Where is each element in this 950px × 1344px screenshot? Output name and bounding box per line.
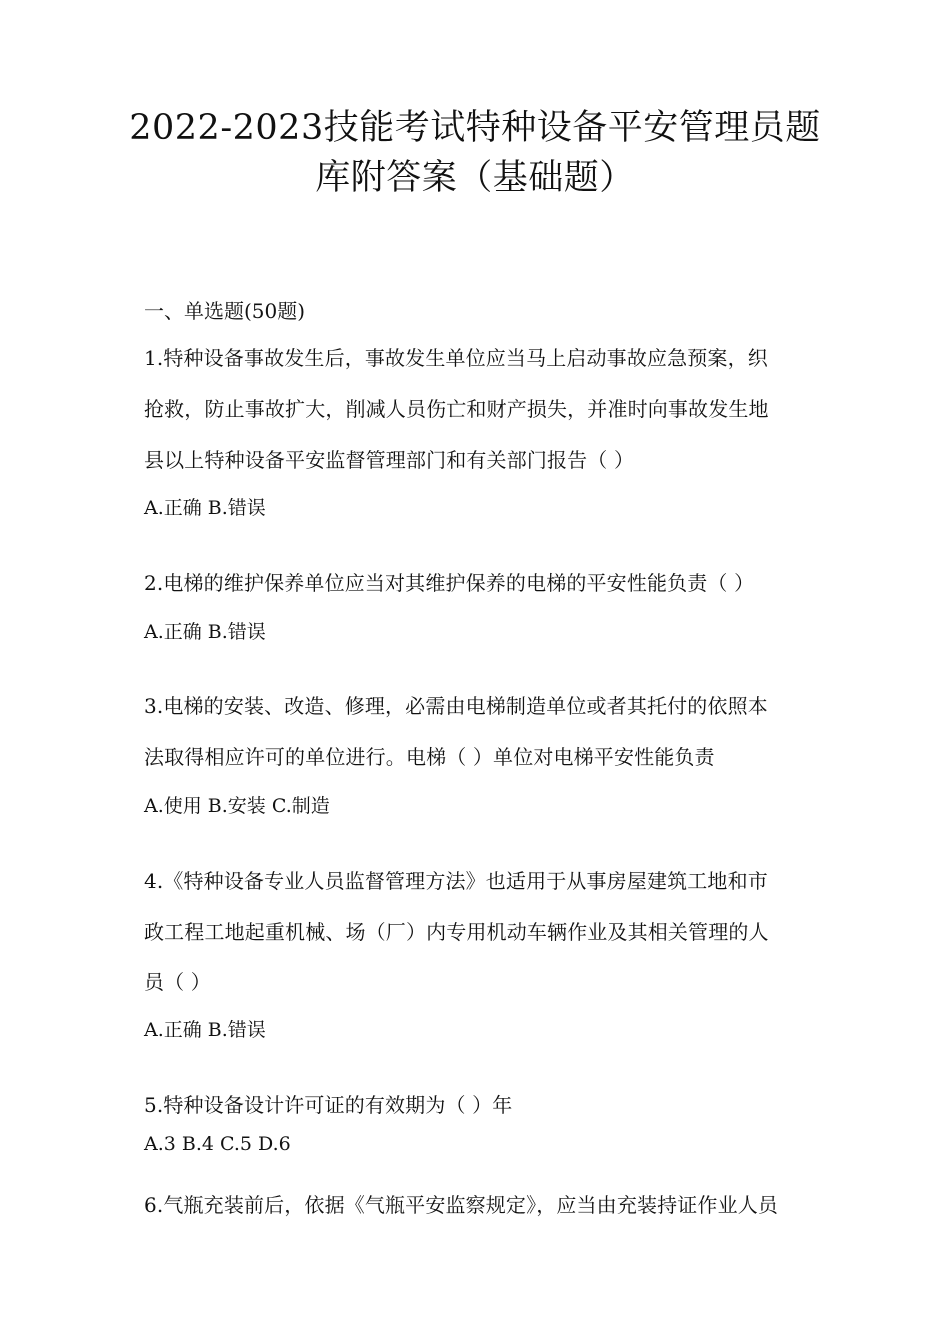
question-1-options: A.正确 B.错误 bbox=[144, 497, 266, 519]
document-title-line-2: 库附答案（基础题） bbox=[315, 158, 635, 198]
section-heading: 一、单选题(50题) bbox=[144, 299, 306, 323]
question-1-line-1: 1.特种设备事故发生后，事故发生单位应当马上启动事故应急预案，织 bbox=[144, 346, 768, 370]
question-6-line-1: 6.气瓶充装前后，依据《气瓶平安监察规定》，应当由充装持证作业人员 bbox=[144, 1193, 779, 1217]
question-1-line-3: 县以上特种设备平安监督管理部门和有关部门报告（ ） bbox=[144, 448, 635, 472]
question-3-line-2: 法取得相应许可的单位进行。电梯（ ）单位对电梯平安性能负责 bbox=[144, 745, 715, 769]
question-2-options: A.正确 B.错误 bbox=[144, 621, 266, 643]
question-4-line-2: 政工程工地起重机械、场（厂）内专用机动车辆作业及其相关管理的人 bbox=[144, 920, 769, 944]
question-1-line-2: 抢救，防止事故扩大，削减人员伤亡和财产损失，并准时向事故发生地 bbox=[144, 397, 769, 421]
question-5-options: A.3 B.4 C.5 D.6 bbox=[144, 1133, 291, 1155]
question-4-line-1: 4.《特种设备专业人员监督管理方法》也适用于从事房屋建筑工地和市 bbox=[144, 869, 768, 893]
question-3-line-1: 3.电梯的安装、改造、修理，必需由电梯制造单位或者其托付的依照本 bbox=[144, 694, 768, 718]
document-title-line-1: 2022-2023技能考试特种设备平安管理员题 bbox=[129, 108, 821, 148]
question-3-options: A.使用 B.安装 C.制造 bbox=[144, 795, 330, 817]
question-5-line-1: 5.特种设备设计许可证的有效期为（ ）年 bbox=[144, 1093, 513, 1117]
question-4-line-3: 员（ ） bbox=[144, 970, 211, 994]
question-2-line-1: 2.电梯的维护保养单位应当对其维护保养的电梯的平安性能负责（ ） bbox=[144, 571, 755, 595]
question-4-options: A.正确 B.错误 bbox=[144, 1019, 266, 1041]
